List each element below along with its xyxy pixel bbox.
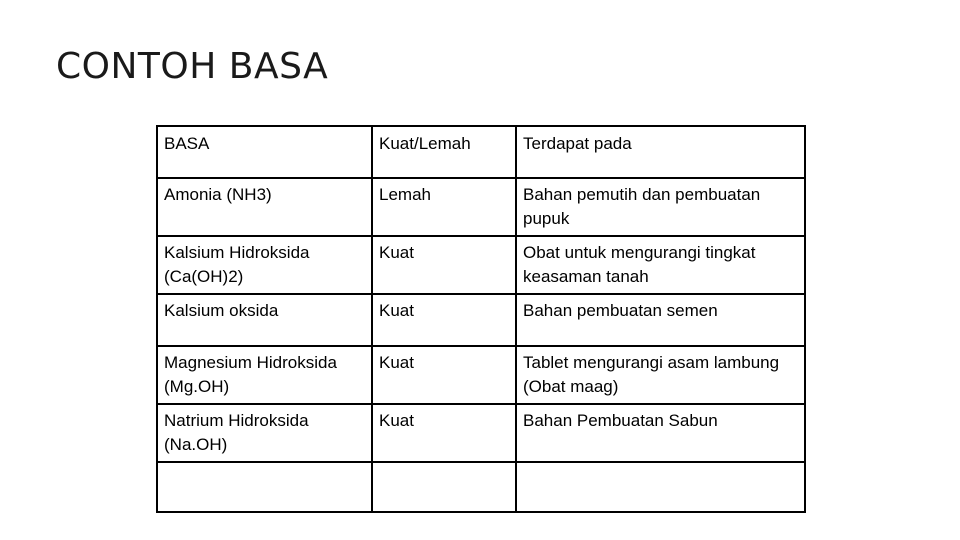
table-cell-base: Amonia (NH3) bbox=[157, 178, 372, 236]
header-cell-found-in: Terdapat pada bbox=[516, 126, 805, 178]
table-cell-strength: Lemah bbox=[372, 178, 516, 236]
table-row bbox=[157, 404, 805, 462]
table-cell-found-in: Tablet mengurangi asam lambung (Obat maag) bbox=[516, 346, 805, 404]
table-cell-found-in: Bahan pemutih dan pembuatan pupuk bbox=[516, 178, 805, 236]
header-cell-strength: Kuat/Lemah bbox=[372, 126, 516, 178]
table-cell-found-in bbox=[516, 462, 805, 512]
table-cell-base bbox=[157, 462, 372, 512]
header-cell-base: BASA bbox=[157, 126, 372, 178]
table-row bbox=[157, 236, 805, 294]
table-cell-found-in: Bahan pembuatan semen bbox=[516, 294, 805, 346]
table-cell-found-in: Bahan Pembuatan Sabun bbox=[516, 404, 805, 462]
table-cell-base: Natrium Hidroksida (Na.OH) bbox=[157, 404, 372, 462]
table-cell-strength: Kuat bbox=[372, 404, 516, 462]
table-header-row bbox=[157, 126, 805, 178]
table-cell-strength bbox=[372, 462, 516, 512]
table-row bbox=[157, 346, 805, 404]
table-cell-base: Kalsium Hidroksida (Ca(OH)2) bbox=[157, 236, 372, 294]
page-title: CONTOH BASA bbox=[56, 46, 329, 87]
table-cell-base: Magnesium Hidroksida (Mg.OH) bbox=[157, 346, 372, 404]
table-cell-strength: Kuat bbox=[372, 294, 516, 346]
table-row bbox=[157, 294, 805, 346]
table-row bbox=[157, 178, 805, 236]
table-cell-strength: Kuat bbox=[372, 236, 516, 294]
table-cell-base: Kalsium oksida bbox=[157, 294, 372, 346]
table-row-empty bbox=[157, 462, 805, 512]
table-cell-strength: Kuat bbox=[372, 346, 516, 404]
base-examples-table bbox=[156, 125, 806, 513]
table-cell-found-in: Obat untuk mengurangi tingkat keasaman tanah bbox=[516, 236, 805, 294]
